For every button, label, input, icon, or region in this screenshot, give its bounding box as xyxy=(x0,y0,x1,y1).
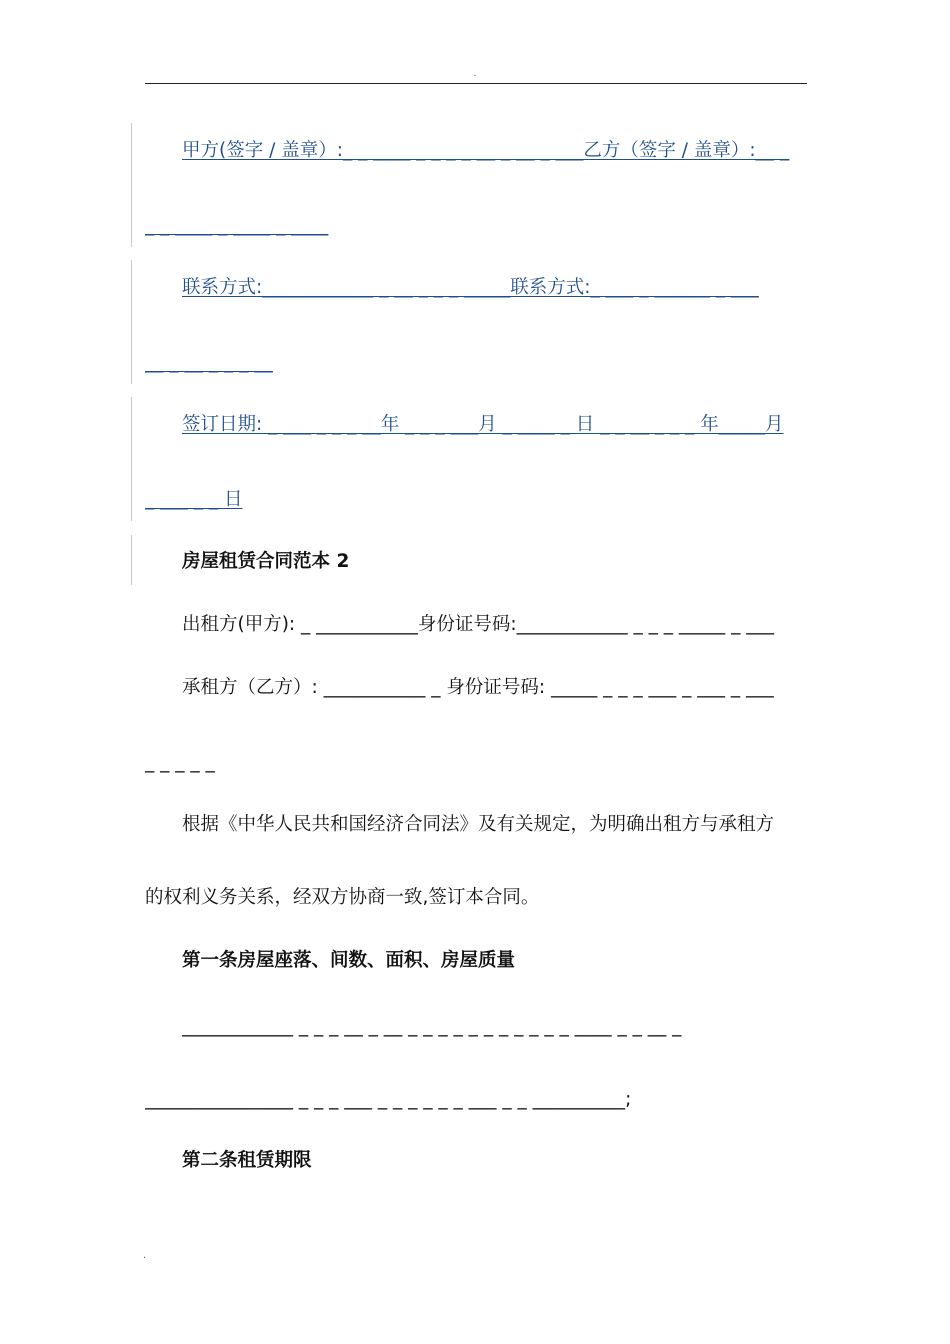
contract-title: 房屋租赁合同范本 2 xyxy=(182,551,350,572)
party-signature-line: 甲方(签字 / 盖章）:_ _ ____ _ _ _ _ __ _ __ _ ___乙方（签字 / 盖章）:__ _ xyxy=(182,140,790,161)
sign-date-line: 签订日期: _ ___ _ _ _ __年 _ _ _ ___月 _ ____ _ 日 _ _ __ _ _ _ 年_____月 xyxy=(182,414,784,435)
article-1-line-1: ____________ _ _ _ __ _ __ _ _ _ _ _ _ _ _ _ _ _ ____ _ _ __ _ xyxy=(182,1016,682,1037)
article-2-title: 第二条租赁期限 xyxy=(182,1150,312,1171)
revision-bar-1 xyxy=(131,123,132,247)
revision-bar-2 xyxy=(131,260,132,384)
lessee-line: 承租方（乙方）: ___________ _ 身份证号码: _____ _ _ _ ___ _ ___ _ ___ xyxy=(182,677,774,698)
header-rule xyxy=(145,83,807,84)
footer-mark: . xyxy=(143,1250,147,1261)
intro-paragraph-line-1: 根据《中华人民共和国经济合同法》及有关规定，为明确出租方与承租方 xyxy=(182,814,775,835)
contact-line: 联系方式:____________ _ __ _ _ _ _____联系方式:_ ___ _ ______ _ ___ xyxy=(182,277,759,298)
contact-continuation: __ _ __ _ _ _ __ xyxy=(145,352,273,373)
header-mark: . xyxy=(473,68,477,79)
article-1-title: 第一条房屋座落、间数、面积、房屋质量 xyxy=(182,950,516,971)
revision-bar-4 xyxy=(131,535,132,585)
sign-date-continuation: _ ___ _ _ 日 xyxy=(145,489,243,510)
lessor-line: 出租方(甲方): _ ___________身份证号码:____________ _ _ _ _____ _ ___ xyxy=(182,614,774,635)
lessee-continuation: _ _ _ _ _ xyxy=(145,752,215,773)
article-1-line-2: ________________ _ _ _ ___ _ _ _ _ _ _ ___ _ _ __________; xyxy=(145,1089,632,1110)
intro-paragraph-line-2: 的权利义务关系，经双方协商一致,签订本合同。 xyxy=(145,887,540,908)
revision-bar-3 xyxy=(131,397,132,521)
party-signature-continuation: _ _ ____ _ ____ _ ____ xyxy=(145,215,329,236)
